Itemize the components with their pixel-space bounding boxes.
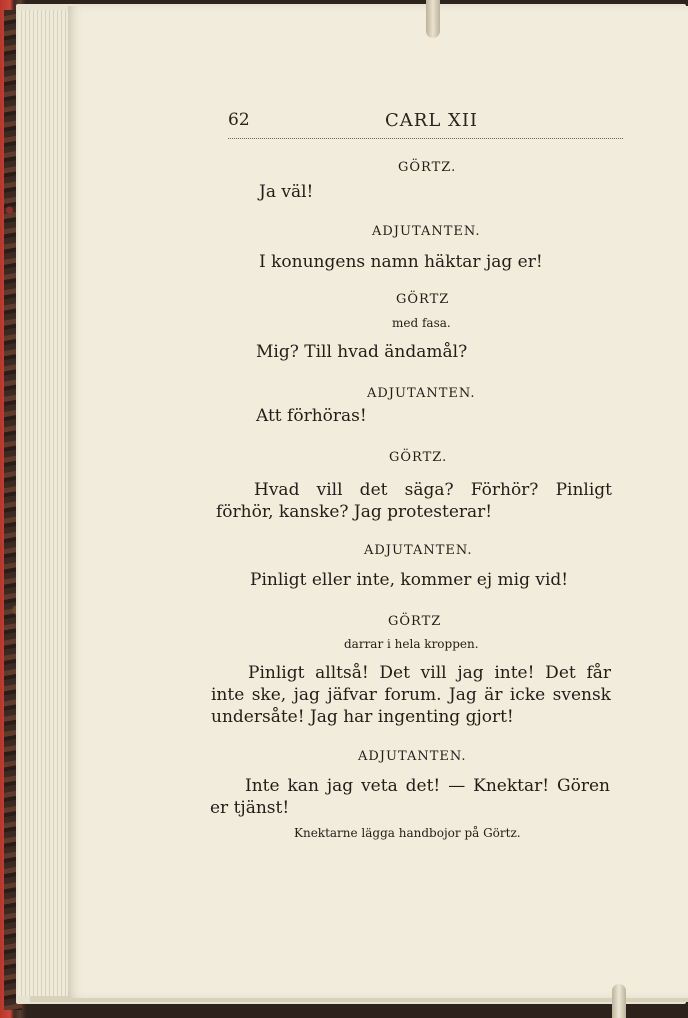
speaker-name: ADJUTANTEN. bbox=[367, 386, 476, 401]
page-edges bbox=[18, 10, 72, 996]
dialogue-line: Hvad vill det säga? Förhör? Pinligt förhör, kanske? Jag protesterar! bbox=[216, 480, 612, 522]
stage-direction: darrar i hela kroppen. bbox=[344, 637, 479, 651]
speaker-name: ADJUTANTEN. bbox=[364, 543, 473, 558]
page-number: 62 bbox=[228, 110, 250, 130]
dialogue-line: Ja väl! bbox=[259, 182, 314, 202]
page-header bbox=[228, 108, 623, 139]
speaker-name: GÖRTZ bbox=[396, 292, 450, 307]
dialogue-line: Inte kan jag veta det! — Knektar! Gören er tjänst! bbox=[210, 776, 610, 818]
dialogue-line: Att förhöras! bbox=[256, 406, 367, 426]
speaker-name: GÖRTZ. bbox=[398, 160, 457, 175]
bookmark-tab-bottom bbox=[612, 984, 626, 1018]
running-title: CARL XII bbox=[385, 110, 479, 131]
speaker-name: GÖRTZ bbox=[388, 614, 442, 629]
dialogue-line: Pinligt eller inte, kommer ej mig vid! bbox=[250, 570, 569, 590]
speaker-name: ADJUTANTEN. bbox=[372, 224, 481, 239]
stage-direction: Knektarne lägga handbojor på Görtz. bbox=[294, 826, 521, 840]
speaker-name: GÖRTZ. bbox=[389, 450, 448, 465]
bookmark-tab-top bbox=[426, 0, 440, 38]
dialogue-line: I konungens namn häktar jag er! bbox=[259, 252, 543, 272]
stage-direction: med fasa. bbox=[392, 316, 451, 330]
dialogue-line: Pinligt alltså! Det vill jag inte! Det får inte ske, jag jäfvar forum. Jag är icke svensk undersåte! Jag har ingenting gjort! bbox=[211, 663, 611, 727]
dialogue-line: Mig? Till hvad ändamål? bbox=[256, 342, 468, 362]
speaker-name: ADJUTANTEN. bbox=[358, 749, 467, 764]
